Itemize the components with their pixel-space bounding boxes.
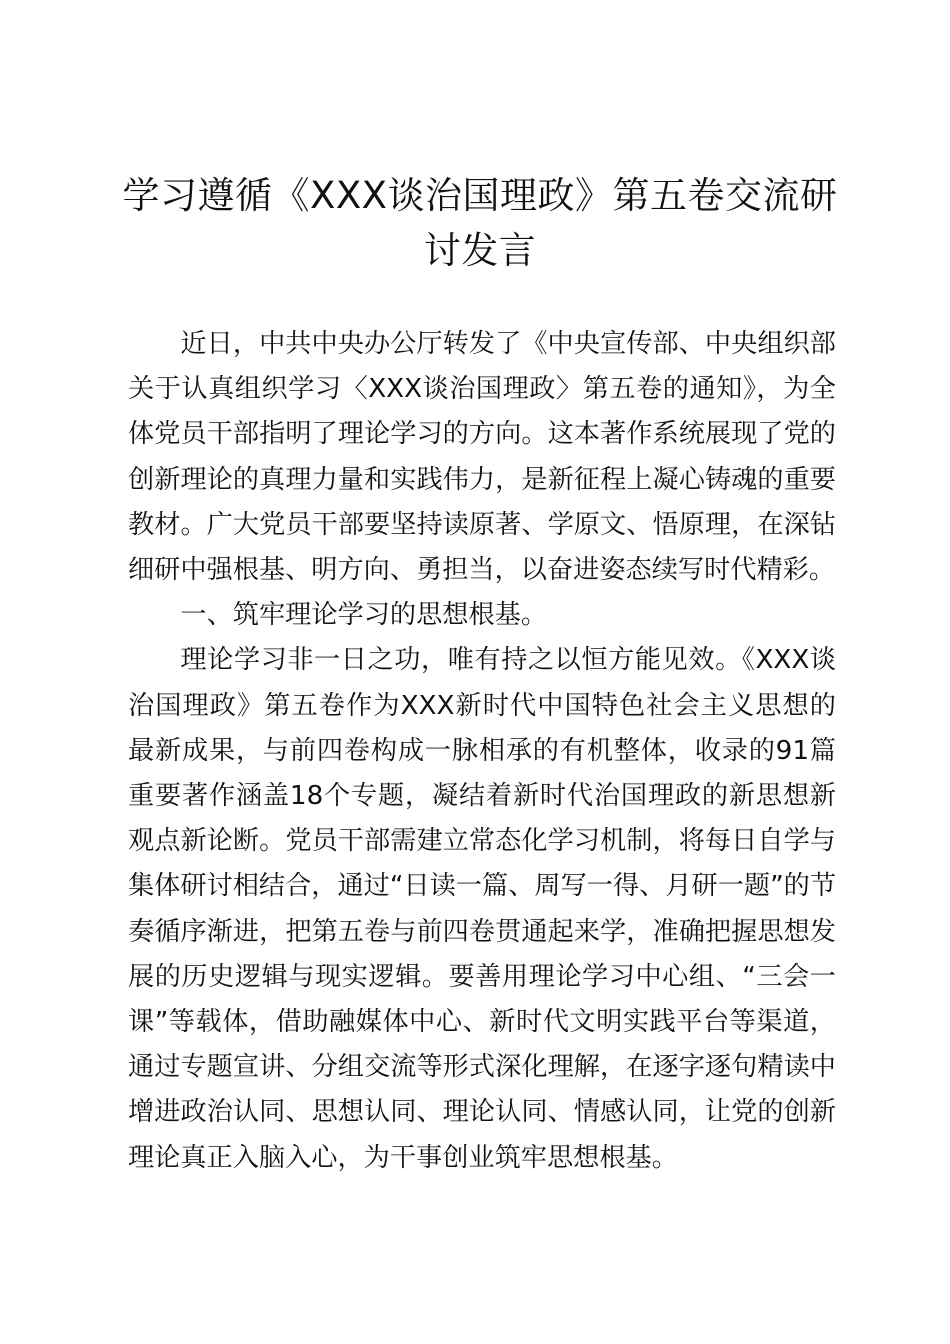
- paragraph-section-1: 理论学习非一日之功，唯有持之以恒方能见效。《XXX谈治国理政》第五卷作为XXX新时代中国特色社会主义思想的最新成果，与前四卷构成一脉相承的有机整体，收录的91篇重要著作涵盖18个专题，凝结着新时代治国理政的新思想新观点新论断。党员干部需建立常态化学习机制，将每日自学与集体研讨相结合，通过“日读一篇、周写一得、月研一题”的节奏循序渐进，把第五卷与前四卷贯通起来学，准确把握思想发展的历史逻辑与现实逻辑。要善用理论学习中心组、“三会一课”等载体，借助融媒体中心、新时代文明实践平台等渠道，通过专题宣讲、分组交流等形式深化理解，在逐字逐句精读中增进政治认同、思想认同、理论认同、情感认同，让党的创新理论真正入脑入心，为干事创业筑牢思想根基。: [128, 645, 837, 1173]
- paragraph-intro: 近日，中共中央办公厅转发了《中央宣传部、中央组织部关于认真组织学习〈XXX谈治国理政〉第五卷的通知》，为全体党员干部指明了理论学习的方向。这本著作系统展现了党的创新理论的真理力量和实践伟力，是新征程上凝心铸魂的重要教材。广大党员干部要坚持读原著、学原文、悟原理，在深钻细研中强根基、明方向、勇担当，以奋进姿态续写时代精彩。: [128, 329, 836, 586]
- document-body: [128, 322, 836, 1181]
- document-title: 学习遵循《XXX谈治国理政》第五卷交流研讨发言: [122, 174, 838, 272]
- section-heading-1: 一、筑牢理论学习的思想根基。: [180, 600, 548, 631]
